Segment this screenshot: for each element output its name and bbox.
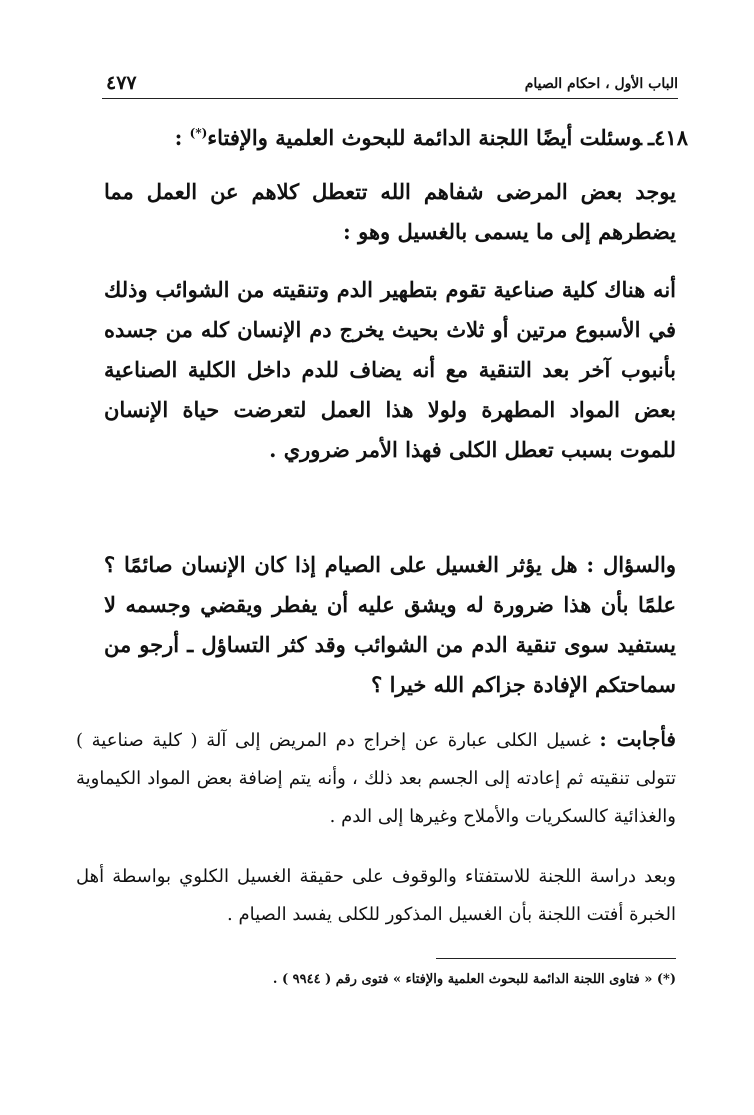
question-number: ٤١٨ـ (648, 125, 688, 150)
answer-text-1: غسيل الكلى عبارة عن إخراج دم المريض إلى آلة ( كلية صناعية ) تتولى تنقيته ثم إعادته إلى الجسم بعد ذلك ، وأنه يتم إضافة بعض المواد الكيماوية والغذائية كالسكريات والأملاح وغيرها إلى الدم . (76, 730, 676, 827)
answer-paragraph-1 (76, 720, 676, 836)
question-heading (88, 125, 688, 150)
answer-lead: فأجابت : (599, 727, 676, 751)
question-paragraph-2: أنه هناك كلية صناعية تقوم بتطهير الدم وتنقيته من الشوائب وذلك في الأسبوع مرتين أو ثلاث بحيث يخرج دم الإنسان كله من جسده بأنبوب آخر بعد التنقية مع أنه يضاف للدم داخل الكلية الصناعية بعض المواد المطهرة ولولا هذا العمل لتعرضت حياة الإنسان للموت بسبب تعطل الكلى فهذا الأمر ضروري . (104, 277, 676, 462)
question-paragraph-1: يوجد بعض المرضى شفاهم الله تتعطل كلاهم عن العمل مما يضطرهم إلى ما يسمى بالغسيل وهو : (104, 179, 676, 244)
footnote: (*) « فتاوى اللجنة الدائمة للبحوث العلمية والإفتاء » فتوى رقم ( ٩٩٤٤ ) . (272, 972, 676, 987)
running-header (102, 70, 678, 99)
footnote-marker: (*) (189, 126, 208, 140)
page-number: ٤٧٧ (106, 72, 137, 94)
question-paragraph-3: والسؤال : هل يؤثر الغسيل على الصيام إذا كان الإنسان صائمًا ؟ علمًا بأن هذا ضرورة له ويشق عليه أن يفطر ويقضي وجسمه لا يستفيد سوى تنقية الدم من الشوائب وقد كثر التساؤل ـ أرجو من سماحتكم الإفادة جزاكم الله خيرا ؟ (104, 552, 676, 697)
footnote-divider (436, 958, 676, 959)
question-heading-text: وسئلت أيضًا اللجنة الدائمة للبحوث العلمية والإفتاء (207, 125, 642, 150)
chapter-title: الباب الأول ، احكام الصيام (524, 76, 678, 92)
question-heading-colon: : (174, 125, 190, 150)
answer-paragraph-2: وبعد دراسة اللجنة للاستفتاء والوقوف على حقيقة الغسيل الكلوي بواسطة أهل الخبرة أفتت اللجنة بأن الغسيل المذكور للكلى يفسد الصيام . (76, 866, 676, 925)
